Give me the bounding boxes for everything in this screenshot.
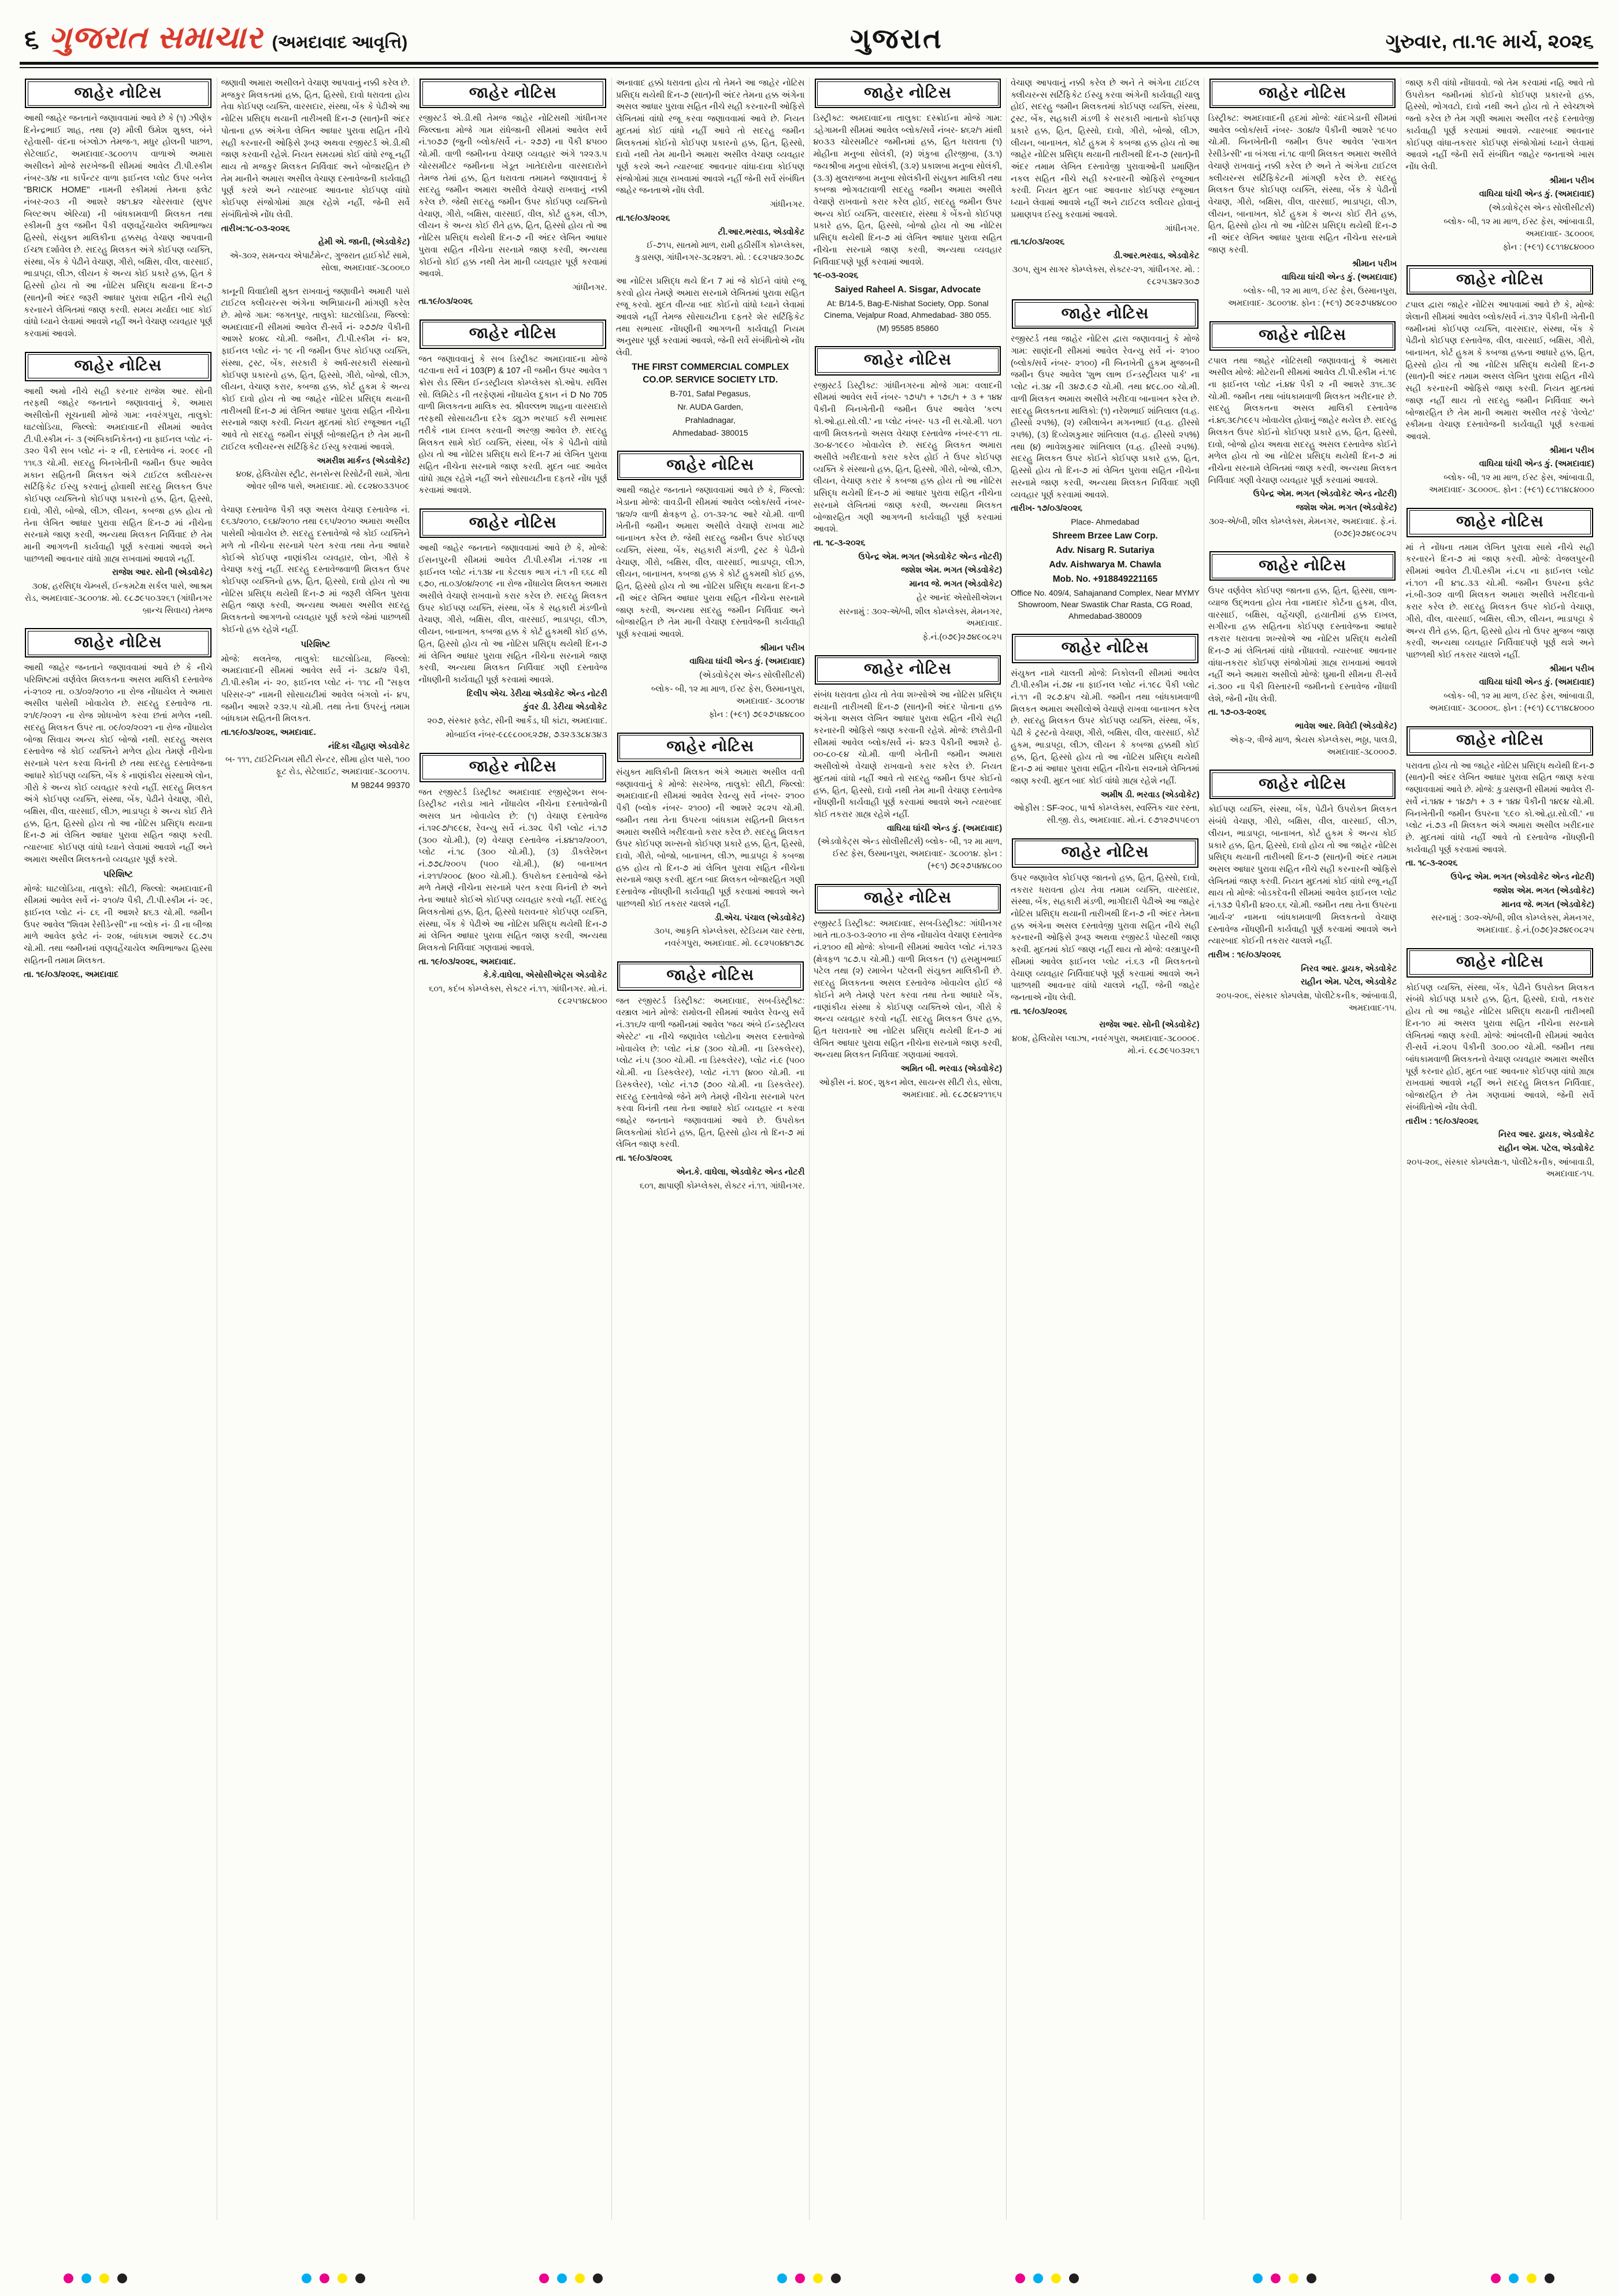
signature-line: ૩૦૫, સુખ સાગર કોમ્પ્લેક્સ, સેક્ટર-૨૧, ગાંધીનગર. મો. : ૯૮૨૫૩૪૨૩૦૭ — [1012, 265, 1200, 287]
registration-dot-magenta — [539, 2273, 549, 2283]
public-notice — [24, 352, 213, 617]
public-notice — [24, 79, 213, 340]
signatory-name: કે.કે.વાઘેલા, એસોસીએટ્સ એડવોકેટ — [483, 971, 607, 980]
notice-paragraph: આથી જાહેર જનતાને જણાવવામાં આવે છે કે નીચે પરિશિષ્ટમાં વર્ણવેલ મિલકતના અસલ માલિકી દસ્તાવેજ નં-૨૧૦૨ તા. ૦૩/૦૨/૨૦૧૦ ના રોજ નોંધાયેલ તે અમારા અસીલ પાસેથી ખોવાયેલ છે. સદરહુ દસ્તાવેજ તા. ૨૧/૯/૨૦૨૧ ના રોજ શોધખોળ કરવા છતાં મળેલ નથી. સદરહુ મિલકત ઉપર તા. ૦૯/૦૨/૨૦૨૧ ના રોજ નોંધાયેલ બોજા સિવાય અન્ય કોઈ બોજો નથી. સદરહુ અસલ દસ્તાવેજ જે કોઈ વ્યક્તિને મળેલ હોય તેમણે નીચેના સરનામે પરત કરવા વિનંતી છે તથા સદરહુ દસ્તાવેજના આધારે કોઈપણ વ્યક્તિ, બેંક કે નાણાંકીય સંસ્થાએ લોન, ગીરો કે અન્ય કોઈ વ્યવહાર કરવો નહીં. સદરહુ મિલકત અંગે કોઈપણ વ્યક્તિ, સંસ્થા, બેંક, પેઢીને વેચાણ, ગીરો, બક્ષિસ, વીલ, વારસાઈ, લીઝ, ભાડાપટ્ટા કે અન્ય કોઈ રીતે હક્ક, હિત, હિસ્સો હોય તો આ નોટિસ પ્રસિદ્ધ થયાના દિન-૭ માં લેખિત આધાર પુરાવા સહિત જાણ કરવી. ત્યારબાદ કોઈપણ વાંધો ધ્યાને લેવામાં આવશે નહીં અને અમારા અસીલ મિલકતનો વ્યવહાર પૂર્ણ કરશે. — [24, 663, 213, 864]
signature-line: ૪૦૪, હેલિયોસ સ્ટ્રીટ, સનસેન્સ રિસોર્ટની સામે, ગોતા ઓવર બ્રીજ પાસે, અમદાવાદ. મો. ૯૮૨૪૦૩૩૫૦૯ — [236, 470, 410, 491]
signature-line: M 98244 99370 — [351, 781, 410, 790]
notice-paragraph: આથી જાહેર જનતાને જણાવવામાં આવે છે કે, જિલ્લો: ખેડાના મોજે: વાવડીની સીમમાં આવેલ બ્લોક/સર્વે નંબર- ૧૪૨/૨ વાળી ક્ષેત્રફળ હે. ૦૧-૩૨-૧૮ આરે ચો.મી. વાળી ખેતીની જમીન અમારા અસીલે વેચાણે રાખવા માટે બાનાખત કરેલ છે. જેથી સદરહુ જમીન ઉપર કોઈપણ વ્યક્તિ, સંસ્થા, બેંક, સહકારી મંડળી, ટ્રસ્ટ કે પેઢીનો વેચાણ, ગીરો, બક્ષિસ, વીલ, વારસાઈ, ભાડાપટ્ટા, લીઝ, લીયન, બાનાખત, કબજા હક્ક કે કોર્ટ હુકમથી કોઈ હક્ક, હિત, હિસ્સો હોય તો આ નોટિસ પ્રસિદ્ધ થયાના દિન-૭ ની અંદર લેખિત આધાર પુરાવા સહિત નીચેના સરનામે જાણ કરવી, અન્યથા સદરહુ જમીન નિર્વિવાદ અને બોજારહિત છે તેમ માની વેચાણ દસ્તાવેજની કાર્યવાહી પૂર્ણ કરવામાં આવશે. — [615, 486, 805, 639]
notice-paragraph: અનાવાદ હક્કો ધરાવતા હોય તો તેમને આ જાહેર નોટિસ પ્રસિદ્ધ થયેથી દિન-૭ (સાત)ની અંદર તેમના હક્ક અંગેના અસલ આધાર પુરાવા સહિત નીચે સહી કરનારની ઓફિસે લેખિતમાં વાંધો રજૂ કરવા જણાવવામાં આવે છે. નિયત મુદતમાં કોઈ વાંધો નહીં આવે તો સદરહુ જમીન મિલકતમાં કોઈનો કોઈપણ પ્રકારનો હક્ક, હિત, હિસ્સો, દાવો નથી તેમ માનીને અમારા અસીલ વેચાણ વ્યવહાર પૂર્ણ કરશે અને ત્યારબાદ આવનાર વાંધા-દાવા કોઈપણ સંજોગોમાં ગ્રાહ્ય રાખવામાં આવશે નહીં જેની સર્વે સંબંધિત જાહેર જનતાએ નોંધ લેવી. — [615, 79, 805, 196]
notice-title-box — [420, 508, 606, 538]
signatory-name: હેમી એ. જાની, (એડવોકેટ) — [318, 237, 410, 247]
signatory-name: ઉપેન્દ્ર એમ. ભગત (એડવોકેટ એન્ડ નોટરી) — [1253, 489, 1397, 499]
notice-paragraph: વેચાણ દસ્તાવેજ પૈકી ત્રણ અસલ વેચાણ દસ્તાવેજ નં. ૯૬૩/૨૦૧૦, ૯૬૪/૨૦૧૦ તથા ૯૬૫/૨૦૧૦ અમારા અસીલ પાસેથી ખોવાયેલ છે. સદરહુ દસ્તાવેજો જે કોઈ વ્યક્તિને મળે તો નીચેના સરનામે પરત કરવા તથા તેના આધારે કોઈએ કોઈપણ નાણાંકીય વ્યવહાર, લોન, ગીરો કે વેચાણ કરવું નહીં. સદરહુ દસ્તાવેજવાળી મિલકત ઉપર કોઈપણ વ્યક્તિનો હક્ક, હિત, હિસ્સો, દાવો હોય તો આ નોટિસ પ્રસિદ્ધ થયેથી દિન-૭ માં જરૂરી લેખિત પુરાવા સહિત જાણ કરવી, અન્યથા અમારા અસીલ સદરહુ મિલકતનો આગળનો વ્યવહાર પૂર્ણ કરશે જેમાં પાછળથી કોઈનો હક્ક રહેશે નહીં. — [221, 505, 410, 634]
notice-paragraph: આથી જાહેર જનતાને જણાવવામાં આવે છે કે, મોજે: ઈસનપુરની સીમમાં આવેલ ટી.પી.સ્કીમ નં.૧૨૪ ના ફાઈનલ પ્લોટ નં.૧૩૪ ના કેટલાક ભાગ નં.૧ ની ૬૬૮ થી ૬૭૦, તા.૦૩/૦૪/૨૦૧૯ ના રોજ નોંધાયેલ મિલકત અમારા અસીલે વેચાણે રાખવાનો કરાર કરેલ છે. સદરહુ મિલકત ઉપર કોઈપણ વ્યક્તિ, સંસ્થા, બેંક કે સહકારી મંડળીનો વેચાણ, ગીરો, બક્ષિસ, વીલ, વારસાઈ, ભાડાપટ્ટા, લીઝ, લીયન, બાનાખત, કબજા હક્ક કે કોર્ટ હુકમથી કોઈ હક્ક, હિત, હિસ્સો હોય તો આ નોટિસ પ્રસિદ્ધ થયેથી દિન-૭ માં લેખિત આધાર પુરાવા સહિત નીચેના સરનામે જાણ કરવી, અન્યથા મિલકત નિર્વિવાદ ગણી દસ્તાવેજ નોંધણીની કાર્યવાહી પૂર્ણ કરવામાં આવશે. — [418, 544, 607, 685]
signature-line: ઈ-૭૧૫, સાતમો માળ, રામી હઠીસીંગ કોમ્પ્લેક્સ, કુડાસણ, ગાંધીનગર-૩૮૨૪૨૧. મો. : ૯૮૨૫૪૨૩૦૭૮ — [634, 241, 805, 263]
notice-paragraph: સંયુક્ત નામે ચાલતી મોજે: નિકોલની સીમમાં આવેલ ટી.પી.સ્કીમ નં.૭૪ ના ફાઈનલ પ્લોટ નં.૧૯૮ પૈકી પ્લોટ નં.૧૧ ની ૨૮૭.૪૫ ચો.મી. જમીન તથા બાંધકામવાળી મિલકત અમારા અસીલોએ વેચાણે રાખવા બાનાખત કરેલ છે. સદરહુ મિલકત ઉપર કોઈપણ વ્યક્તિ, સંસ્થા, બેંક, પેઢી કે ટ્રસ્ટનો વેચાણ, ગીરો, બક્ષિસ, વીલ, વારસાઈ, કોર્ટ હુકમ, ભાડાપટ્ટા, લીઝ, લીયન કે કબજા હક્કથી કોઈ હક્ક, હિત, હિસ્સો હોય તો આ નોટિસ પ્રસિદ્ધ થયેથી દિન-૭ માં આધાર પુરાવા સહિત નીચેના સ૨નામે લેખિતમાં જાણ કરવી. મુદત બાદ કોઈ વાંધો ગ્રાહ્ય રહેશે નહીં. — [1011, 668, 1200, 786]
notice-title-box — [1209, 770, 1396, 799]
registration-dot-yellow — [1527, 2273, 1537, 2283]
public-notice — [418, 508, 607, 741]
english-line: Place- Ahmedabad — [1071, 517, 1140, 526]
registration-dot-cyan — [557, 2273, 567, 2283]
registration-dot-black — [1069, 2273, 1079, 2283]
notice-paragraph: આથી જાહેર જનતાને જણાવવામાં આવે છે કે (૧) ઝીણેક દિનેન્દ્રભાઈ શાહ, તથા (૨) મૌલી ઉમેશ શુક્લ, બંને રહેવાસી- વંદના બંગ્લોઝ તેમજ-૧, મધુર હોલની પાછળ, સેટેલાઈટ, અમદાવાદ-૩૮૦૦૧૫ વાળાએ અમારા અસીલને મોજે સરખેજની સીમમાં આવેલ ટી.પી.સ્કીમ નંબર-૩/૪ ના કાર્પેન્ટર વાળા ફાઈનલ પ્લોટ ઉપર બનેલ "BRICK HOME" નામની સ્કીમમાં તેમના ફ્લેટ નંબર-૨૦૩ ની આશરે ૨૪૧.૪૨ ચોરસવાર (સુપર બિલ્ટઅપ એરિયા) ની બાંધકામવાળી મિલકત તથા સ્કીમની કુલ જમીન પૈકી વણવહેંચાયેલ અવિભાજ્ય હિસ્સો, સંયુક્ત માલિકીના હક્કસહ વેચાણ આપવાની ઈચ્છા દર્શાવેલ છે. સદરહુ મિલકત અંગે કોઈપણ વ્યક્તિ, સંસ્થા, બેંક કે પેઢીને વેચાણ, ગીરો, બક્ષિસ, વીલ, વારસાઈ, ભાડાપટ્ટા, લીઝ, લીયન કે અન્ય કોઈ પ્રકારે હક્ક, હિત કે હિસ્સો હોય તો આ નોટિસ પ્રસિદ્ધ થયાના દિન-૭ (સાત)ની અંદર જરૂરી આધાર પુરાવા સહિત નીચે સહી કરનારને લેખિતમાં જાણ કરવી. સમય મર્યાદા બાદ કોઈ વાંધો ધ્યાને લેવામાં આવશે નહીં અને વેચાણ વ્યવહાર પૂર્ણ કરવામાં આવશે. — [24, 114, 213, 339]
registration-dot-black — [1307, 2273, 1316, 2283]
edition-label: (અમદાવાદ આવૃત્તિ) — [272, 33, 408, 52]
signatory-name: અમિત બી. ભરવાડ (એડવોકેટ) — [900, 1064, 1003, 1074]
notice-title-box — [420, 79, 606, 108]
english-line: Nr. AUDA Garden, — [677, 402, 743, 411]
signatory-name: કુંવર ડી. ડેરીયા એડવોકેટ — [523, 703, 607, 712]
date-line: તા. ૧૮-૩-૨૦૨૬ — [1405, 859, 1458, 868]
signature-line: ફે.નં.(૦૭૯)૨૭૪૯૦૮૨૫ — [922, 633, 1003, 642]
signature-line: (એડવોકેટ્સ એન્ડ સોલીસીટર્સ) — [699, 671, 805, 681]
registration-group — [539, 2273, 603, 2283]
signature-line: (એડવોકેટ્સ એન્ડ સોલીસીટર્સ) બ્લોક- બી, ૧૨ મા માળ, ઈસ્ટ ફેસ, ઉસ્માનપુરા, અમદાવાદ- ૩૮૦૦૧૪. ફોન : (+૯૧) ૭૯૨૭૫૪૪૮૦૦ — [818, 837, 1003, 871]
date-line: તા. ૧૯/૦૩/૨૦૨૬ — [1011, 1006, 1067, 1016]
page-number: ૬ — [24, 24, 39, 54]
signature-line: ગાંધીનગર. — [1164, 224, 1200, 233]
signature-line: હેર આનંદ એસોસીએશન — [916, 593, 1003, 603]
signatory-name: શ્રીમાન પરીખ — [1549, 176, 1594, 185]
notice-continuation — [1011, 77, 1200, 288]
signature-line: ફોન : (+૯૧) ૯૮૧૧૪૮૪૦૦૦ — [1502, 243, 1594, 252]
public-notice — [1405, 508, 1594, 715]
english-line: Prahladnagar, — [685, 415, 736, 425]
columns — [20, 77, 1598, 2220]
notice-paragraph: સંબંધ ધરાવતા હોય તો તેવા શખ્સોએ આ નોટિસ પ્રસિદ્ધ થયાની તારીખથી દિન-૭ (સાત)ની અંદર પોતાના હક્ક અંગેના અસલ લેખિત આધાર પુરાવા સહિત નીચે સહી કરનારની ઓફિસે જાણ કરવાની રહેશે. મોજે: છારોડીની સીમમાં આવેલ બ્લોક/સર્વે નં- ૪૨૩ પૈકીની આશરે હે. ૦૦-૮૦-૯૪ ચો.મી. વાળી ખેતીની જમીન અમારા અસીલોએ વેચાણે રાખવાનો કરાર કરેલ છે. નિયત મુદતમાં વાંધો નહીં આવે તો સદરહુ જમીન ઉપર કોઈનો હક્ક, હિત, હિસ્સો, દાવો નથી તેમ માની વેચાણ દસ્તાવેજ નોંધણીની કાર્યવાહી પૂર્ણ કરવામાં આવશે અને ત્યારબાદ કોઈ તકરાર ગ્રાહ્ય રહેશે નહીં. — [813, 690, 1003, 819]
notice-title: જાહેર નોટિસ — [1015, 841, 1196, 865]
registration-dot-cyan — [1509, 2273, 1519, 2283]
signature-line: સરનામું : ૩૦૨-એ/બી, શીલ કોમ્પ્લેક્સ, મેમનગર, અમદાવાદ. — [838, 607, 1003, 629]
registration-dot-black — [1545, 2273, 1554, 2283]
signature-line: ૩૦૨-એ/બી, શીલ કોમ્પ્લેક્સ, મેમનગર, અમદાવાદ. ફે.નં.(૦૭૯)૨૭૪૯૦૮૨૫ — [1208, 517, 1397, 538]
registration-dot-magenta — [1271, 2273, 1281, 2283]
public-notice — [814, 346, 1003, 644]
notice-title-box — [25, 79, 211, 108]
newspaper-masthead: ગુજરાત સમાચાર — [48, 20, 263, 55]
notice-paragraph: સંયુક્ત માલિકીની મિલકત અંગે અમારા અસીલ વતી જણાવવાનું કે મોજે: સરખેજ, તાલુકો: સીટી, જિલ્લો: અમદાવાદની સીમમાં આવેલ રેવન્યુ સર્વે નંબર- ૨૧૦૦ પૈકી (બ્લોક નંબર- ૨૧૦૦) ની આશરે ૨૮૨૫ ચો.મી. જમીન તથા તેના ઉપરના બાંધકામ સહિતની મિલકત અમારા અસીલે ખરીદવાનો કરાર કરેલ છે. સદરહુ મિલકત ઉપર કોઈપણ શખ્સનો કોઈપણ પ્રકારે હક્ક, હિત, હિસ્સો, દાવો, ગીરો, બોજો, બાનાખત, લીઝ, ભાડાપટ્ટા કે કબજા હક્ક હોય તો દિન-૭ માં લેખિત પુરાવા સહિત નીચેના સરનામે જાણ કરવી. મુદત બાદ મિલકત બોજારહિત ગણી દસ્તાવેજ નોંધણીની કાર્યવાહી પૂર્ણ કરવામાં આવશે અને પાછળથી કોઈ તકરાર ચાલશે નહીં. — [615, 767, 805, 909]
signatory-name: ઉપેન્દ્ર એમ. ભગત (એડવોકેટ એન્ડ નોટરી) — [1450, 872, 1594, 882]
notice-paragraph: ટપાલ દ્વારા જાહેર નોટિસ આપવામાં આવે છે કે, મોજે: શેલાની સીમમાં આવેલ બ્લોક/સર્વે નં.૩૧૨ પૈકીની ખેતીની જમીનમાં કોઈપણ વ્યક્તિ, વારસદાર, સંસ્થા, બેંક કે પેઢીનો કોઈપણ દસ્તાવેજ, વીલ, વારસાઈ, બક્ષિસ, ગીરો, બાનાખત, કોર્ટ હુકમ કે કબજા હક્કના આધારે હક્ક, હિત, હિસ્સો હોય તો આ નોટિસ પ્રસિદ્ધ થયેથી દિન-૭ (સાત)ની અંદર તમામ અસલ લેખિત પુરાવા સહિત નીચે સહી કરનારની ઓફિસે જાણ કરવી. નિયત મુદતમાં જાણ નહીં થાય તો સદરહુ જમીન નિર્વિવાદ અને બોજારહિત છે તેમ માની અમારા અસીલ તરફે 'વેલ્વેટ' સ્કીમના વેચાણ દસ્તાવેજની કાર્યવાહી પૂર્ણ કરવામાં આવશે. — [1405, 300, 1594, 441]
signature-line: ૨૦૫-૨૦૬, સંસ્કાર કોમ્પલેક્ષ, પોલીટેકનીક, આંબાવાડી, અમદાવાદ-૧૫. — [1216, 991, 1397, 1013]
signatory-name: વાઘિયા ઘાંચી એન્ડ કું. (અમદાવાદ) — [1282, 273, 1397, 283]
english-line: Office No. 409/4, Sahajanand Complex, Near MYMY Showroom, Near Swastik Char Rasta, CG Road, Ahmedabad-380009 — [1011, 588, 1200, 621]
signature-line: બ્લોક- બી, ૧૨ મા માળ, ઈસ્ટ ફેસ, ઉસ્માનપુરા, અમદાવાદ- ૩૮૦૦૧૪ — [651, 684, 805, 706]
registration-dot-cyan — [302, 2273, 311, 2283]
notice-paragraph: આથી અમો નીચે સહી કરનાર રાજેશ આર. સોની તરફથી જાહેર જનતાને જણાવવાનું કે, અમારા અસીલોની સૂચનાથી મોજે ગામ: નવરંગપુરા, તાલુકો: ઘાટલોડિયા, જિલ્લો: અમદાવાદની સીમમાં આવેલ ટી.પી.સ્કીમ નં- ૩ (અંબિકાનિકેતન) ના ફાઈનલ પ્લોટ નં- ૩૨૦ પૈકી સબ પ્લોટ નં- ૨ ની, દસ્તાવેજ નં. ૨૦૯૯ ની ૧૧૬૩ ચો.મી. સદરહુ બિનખેતીની જમીન ઉપર આવેલ મકાન સહિતની મિલકત અંગે ટાઈટલ ક્લીયરન્સ સર્ટિફિકેટ ઈસ્યુ કરવાનું હોવાથી સદરહુ મિલકત ઉપર કોઈપણ વ્યક્તિનો કોઈપણ પ્રકારનો હક્ક, હિત, હિસ્સો, દાવો, ગીરો, બોજો, લીઝ, લીયન, કબજા હક્ક હોય તો તેના લેખિત આધાર પુરાવા સહિત દિન-૭ માં નીચેના સરનામે જાણ કરવી, અન્યથા મિલકત નિર્વિવાદ છે તેમ માની આગળની કાર્યવાહી પૂર્ણ કરવામાં આવશે અને પાછળથી આવનાર વાંધો ગ્રાહ્ય રાખવામાં આવશે નહીં. — [24, 387, 213, 564]
registration-dot-magenta — [795, 2273, 805, 2283]
notice-subheading: પરિશિષ્ટ — [103, 869, 133, 879]
notice-title: જાહેર નોટિસ — [1409, 268, 1591, 292]
notice-title: જાહેર નોટિસ — [422, 322, 604, 346]
column-4 — [611, 77, 809, 2220]
signature-line: ૪૦૪, હેલિયોસ પ્લાઝા, નવરંગપુરા, અમદાવાદ-૩૮૦૦૦૯. મો.નં. ૯૮૭૯૫૦૩૨૬૧ — [1012, 1034, 1200, 1056]
signatory-name: અમરીશ માર્કન્ડ (એડવોકેટ) — [317, 456, 410, 466]
signatory-name: ભાવેશ આર. ત્રિવેદી (એડવોકેટ) — [1295, 722, 1397, 731]
date-line: તા. ૧૯/૦૩/૨૦૨૬, અમદાવાદ — [24, 969, 119, 979]
notice-paragraph: જત રજીસ્ટર્ડ ડિસ્ટ્રીક્ટ અમદાવાદ રજીસ્ટ્રેશન સબ-ડિસ્ટ્રીક્ટ નરોડા ખાતે નોંધાયેલ નીચેના દસ્તાવેજોની અસલ પ્રત ખોવાયેલ છે: (૧) વેચાણ દસ્તાવેજ નં.૧૨૯૭/૧૯૯૪, રેવન્યુ સર્વે નં.૩૨૮ પૈકી પ્લોટ નં.૧૭ (૩૦૦ ચો.મી.), (૨) વેચાણ દસ્તાવેજ નં.૪૪૧૨/૨૦૦૧, પ્લોટ નં.૧૮ (૩૦૦ ચો.મી.), (૩) ડીકલેરેશન નં.૭૭૮/૨૦૦૫ (૫૦૦ ચો.મી.), (૪) બાનાખત નં.૨૧૧/૨૦૦૮ (૪૦૦ ચો.મી.). ઉપરોક્ત દસ્તાવેજો જેને મળે તેમણે નીચેના સરનામે પરત કરવા વિનંતી છે અને તેના આધારે કોઈએ કોઈપણ વ્યવહાર કરવો નહીં. સદરહુ મિલકતોમાં હક્ક, હિત, હિસ્સો ધરાવનાર કોઈપણ વ્યક્તિ, સંસ્થા, બેંક કે પેઢીએ આ નોટિસ પ્રસિદ્ધ થયેથી દિન-૭ માં લેખિત આધાર પુરાવા સહિત જાણ કરવી, અન્યથા મિલકતો નિર્વિવાદ ગણવામાં આવશે. — [418, 787, 607, 953]
public-notice — [616, 733, 805, 950]
signatory-name: ડી.એચ. પંચાલ (એડવોકેટ) — [714, 913, 805, 923]
signatory-name: માનવ જે. ભગત (એડવોકેટ) — [909, 579, 1003, 589]
notice-title-box — [1012, 634, 1198, 663]
registration-dot-yellow — [1289, 2273, 1298, 2283]
signature-line: ઓફીસ : SF-૨૦૮, પાર્શ્વ કોમ્પ્લેક્સ, સ્વસ્તિક ચાર રસ્તા, સી.જી. રોડ, અમદાવાદ. મો.નં. ૯૭૧૨૭૫૫૯૦૧ — [1014, 804, 1200, 826]
date-line: ૧૯-૦૩-૨૦૨૬ — [813, 271, 859, 281]
signatory-name: વાઘિયા ઘાંચી એન્ડ કું. (અમદાવાદ) — [1479, 459, 1594, 469]
registration-group — [1015, 2273, 1079, 2283]
public-notice — [1405, 265, 1594, 496]
notice-paragraph: જત જણાવવાનું કે સબ ડિસ્ટ્રીક્ટ અમદાવાદના મોજે વટવાના સર્વે નં 103(P) & 107 ની જમીન ઉપર આવેલ ૧ ક્રોસ રોડ સ્થિત ઈન્ડસ્ટ્રીયલ કોમ્પ્લેક્સ કો.ઓપ. સર્વિસ સો. લિમિટેડ ની તરફેણમાં નોંધાયેલ દુકાન નં D No 705 વાળી મિલકતના માલિક સ્વ. શ્રીવલ્લભ શાહના વારસદારો તરફથી સોસાયટીના દરેક ડ્યુઝ ભરપાઈ કરી સભાસદ તરીકે નામ દાખલ કરવાની અરજી આવેલ છે. સદરહુ મિલકત સામે કોઈ વ્યક્તિ, સંસ્થા, બેંક કે પેઢીનો વાંધો હોય તો આ નોટિસ પ્રસિદ્ધ થયે દિન-7 માં લેખિત પુરાવા સહિત નીચેના સરનામે જાણ કરવી. મુદત બાદ આવેલ વાંધો ગ્રાહ્ય રહેશે નહીં અને સોસાયટીના દફતરે નોંધ પૂર્ણ કરવામાં આવશે. — [418, 354, 607, 496]
column-1 — [20, 77, 217, 2220]
notice-title-box — [420, 319, 606, 349]
signatory-name: દિલીપ એચ. ડેરીયા એડવોકેટ એન્ડ નોટરી — [466, 689, 607, 699]
signature-line: એ-૩૦૨, સમન્વય એપાર્ટમેન્ટ, ગુજરાત હાઈકોર્ટ સામે, સોલા, અમદાવાદ-૩૮૦૦૬૦ — [229, 251, 410, 273]
notice-paragraph: રજીસ્ટર્ડ એ.ડી.થી તેમજ જાહેર નોટિસથી ગાંધીનગર જિલ્લાના મોજે ગામ રાંધેજાની સીમમાં આવેલ સર્વે નં.૧૦૭૭ (જુની બ્લોક/સર્વે નં.- ૨૭૭) ના પૈકી ૪૫૦૦ ચો.મી. વાળી જમીનના વેચાણ વ્યવહાર અંગે ૧૨૨૩.૫ ચોરસમીટર જમીનના ખેડૂત ખાતેદારોના વારસદારોને તેમજ તેમાં હક્ક, હિત ધરાવતા તમામને જણાવવાનું કે સદરહુ જમીન અમારા અસીલે વેચાણે રાખવાનું નક્કી કરેલ છે. જેથી સદરહુ જમીન ઉપર કોઈપણ વ્યક્તિનો વેચાણ, ગીરો, બક્ષિસ, વારસાઈ, વીલ, કોર્ટ હુકમ, લીઝ, લીયન કે અન્ય કોઈ રીતે હક્ક, હિત, હિસ્સો હોય તો આ નોટિસ પ્રસિદ્ધ થયેથી દિન-૭ ની અંદર લેખિત આધાર પુરાવા સહિત નીચેના સરનામે જાણ કરવી, અન્યથા કોઈનો કોઈ હક્ક નથી તેમ માની વ્યવહાર પૂર્ણ કરવામાં આવશે. — [418, 114, 607, 279]
registration-dot-black — [593, 2273, 603, 2283]
notice-paragraph: રજીસ્ટર્ડ તથા જાહેર નોટિસ દ્વારા જણાવવાનું કે મોજે ગામ: સાણંદની સીમમાં આવેલ રેવન્યુ સર્વે નં- ૨૧૦૦ (બ્લોક/સર્વે નંબર- ૨૧૦૦) ની બિનખેતી હુકમ મુજબની જમીન ઉપર આવેલ 'શુભ લાભ ઈન્ડસ્ટ્રીયલ પાર્ક' ના પ્લોટ નં.૩૪ ની ૩૪૭.૯૭ ચો.મી. તથા ૪૯૮.૦૦ ચો.મી. વાળી મિલકત અમારા અસીલે ખરીદવા બાનાખત કરેલ છે. સદરહુ મિલકતના માલિકો: (૧) નરેશભાઈ શાંતિલાલ (વ.હ. હીસ્સો ૨૫%), (૨) રમીલાબેન મગનભાઈ (વ.હ. હીસ્સો ૨૫%), (૩) દિવ્યેશકુમાર શાંતિલાલ (વ.હ. હીસ્સો ૨૫%) તથા (૪) ભાવેશકુમાર શાંતિલાલ (વ.હ. હીસ્સો ૨૫%). સદરહુ મિલકત ઉપર કોઈને કોઈપણ પ્રકારે હક્ક, હિત, હિસ્સો હોય તો દિન-૭ માં લેખિત પુરાવા સહિત નીચેના સરનામે જાણ કરવી, અન્યથા મિલકત નિર્વિવાદ ગણી વ્યવહાર પૂર્ણ કરવામાં આવશે. — [1011, 335, 1200, 500]
public-notice — [1208, 770, 1397, 1014]
notice-title-box — [1209, 551, 1396, 581]
notice-paragraph: જત રજીસ્ટર્ડ ડિસ્ટ્રીક્ટ: અમદાવાદ, સબ-ડિસ્ટ્રીક્ટ: વસ્ત્રાલ ખાતે મોજે: રામોલની સીમમાં આવેલ રેવન્યુ સર્વે નં.૩૧૬/૨ વાળી જમીનમાં આવેલ 'જય અંબે ઈન્ડસ્ટ્રીયલ એસ્ટેટ' ના નીચે જણાવેલ પ્લોટોના અસલ દસ્તાવેજો ખોવાયેલ છે: પ્લોટ નં.૪ (૩૦૦ ચો.મી. ના ડિસ્કલેરર), પ્લોટ નં.૫ (૩૦૦ ચો.મી. ના ડિસ્કલેરર), પ્લોટ નં.૯ (૫૦૦ ચો.મી. ના ડિસ્કલેરર), પ્લોટ નં.૧૧ (૪૦૦ ચો.મી. ના ડિસ્કલેરર), પ્લોટ નં.૧૭ (૭૦૦ ચો.મી. ના ડિસ્કલેરર). સદરહુ દસ્તાવેજો જેને મળે તેમણે નીચેના સરનામે પરત કરવા વિનંતી તથા તેના આધારે કોઈ વ્યવહાર ન કરવા જાહેર જનતાને જણાવવામાં આવે છે. ઉપરોક્ત મિલકતોમાં કોઈને હક્ક, હિત, હિસ્સો હોય તો દિન-૭ માં લેખિત જાણ કરવી. — [615, 996, 805, 1150]
signatory-name: ટી.આર.ભરવાડ, એડવોકેટ — [718, 227, 805, 237]
notice-title-box — [815, 346, 1001, 376]
registration-group — [64, 2273, 127, 2283]
public-notice — [814, 79, 1003, 335]
notice-continuation — [221, 504, 410, 792]
notice-title-box — [1407, 508, 1593, 537]
registration-group — [1253, 2273, 1316, 2283]
notice-title-box — [815, 655, 1001, 685]
public-notice — [24, 628, 213, 980]
column-7 — [1204, 77, 1401, 2220]
notice-title-box — [1407, 726, 1593, 756]
notice-title: જાહેર નોટિસ — [619, 735, 801, 759]
signatory-name: જશેશ એમ. ભગત (એડવોકેટ) — [1296, 503, 1397, 513]
date-line: તા. ૧૭-૦૩-૨૦૨૬ — [1208, 708, 1267, 718]
notice-paragraph: આ નોટિસ પ્રસિદ્ધ થયે દિન 7 માં જે કોઈને વાંધો રજૂ કરવો હોય તેમણે અમારા સરનામે લેખિતમાં પુરાવા સહિત રજૂ કરવો. મુદત વીત્યા બાદ કોઈનો વાંધો ધ્યાને લેવામાં આવશે નહીં તેમજ સોસાયટીના દફતરે શેર સર્ટિફિકેટ તથા સભાસદ નોંધણીની આગળની કાર્યવાહી નિયમ અનુસાર પૂર્ણ કરવામાં આવશે, જેની સર્વે સંબંધિતોએ નોંધ લેવી. — [615, 276, 805, 358]
notice-continuation — [1405, 77, 1594, 254]
notice-title: જાહેર નોટિસ — [422, 511, 604, 536]
column-6 — [1006, 77, 1204, 2220]
registration-dot-black — [831, 2273, 841, 2283]
registration-dot-yellow — [1051, 2273, 1061, 2283]
signature-line: ગાંધીનગર. — [572, 283, 607, 293]
public-notice — [1405, 948, 1594, 1181]
registration-dot-cyan — [777, 2273, 787, 2283]
date-line: તા.૧૯/૦૩/૨૦૨૬, અમદાવાદ. — [221, 727, 316, 737]
signatory-name: નિરવ આર. ડ્રાયક, એડવોકેટ — [1301, 964, 1397, 974]
notice-title-box — [1407, 948, 1593, 978]
english-line: At: B/14-5, Bag-E-Nishat Society, Opp. Sonal Cinema, Vejalpur Road, Ahmedabad- 380 055. — [824, 299, 992, 319]
signature-line: ગાંધીનગર. — [770, 200, 805, 210]
notice-continuation — [221, 77, 410, 274]
notice-title: જાહેર નોટિસ — [817, 886, 999, 911]
signature-line: ૨૦૫-૨૦૬, સંસ્કાર કોમ્પલેક્ષ-૧, પોલીટેકનીક, આંબાવાડી, અમદાવાદ-૧૫. — [1407, 1157, 1594, 1179]
notice-paragraph: જાણ કરી વાંધો નોંધાવવો. જો તેમ કરવામાં નહિ આવે તો ઉપરોક્ત જમીનમાં કોઈનો કોઈપણ પ્રકારનો હક્ક, હિસ્સો, ભોગવટો, દાવો નથી અને હોય તો તે સ્વેચ્છાએ જતો કરેલ છે તેમ ગણી અમારા અસીલ તરફે દસ્તાવેજી કાર્યવાહી પૂર્ણ કરવામાં આવશે. ત્યારબાદ આવનાર કોઈપણ વાંધા-તકરાર કોઈપણ સંજોગોમાં ધ્યાને લેવામાં આવશે નહીં જેની સર્વે સંબંધિત જાહેર જનતાએ ખાસ નોંધ લેવી. — [1405, 79, 1594, 172]
signature-line: બ્લોક- બી, ૧૨ મા માળ, ઈસ્ટ ફેસ, આંબાવાડી, અમદાવાદ- ૩૮૦૦૦૬. ફોન : (+૯૧) ૯૮૧૧૪૮૪૦૦૦ — [1428, 692, 1594, 713]
english-line: B-701, Safal Pegasus, — [670, 388, 751, 398]
notice-paragraph: ટપાલ તથા જાહેર નોટિસથી જણાવવાનું કે અમારા અસીલ મોજે: મોટેરાની સીમમાં આવેલ ટી.પી.સ્કીમ નં.૧૯ ના ફાઈનલ પ્લોટ નં.૪૪ પૈકી ૨ ની આશરે ૩૧૬.૩૯ ચો.મી. જમીન તથા બાંધકામવાળી મિલકત ખરીદનાર છે. સદરહુ મિલકતના અસલ માલિકી દસ્તાવેજ નં.૪૬૩૯/૧૯૯૫ ખોવાયેલ હોવાનું જાહેર થયેલ છે. સદરહુ મિલકત ઉપર કોઈનો કોઈપણ પ્રકારે હક્ક, હિત, હિસ્સો, દાવો, બોજો હોય અથવા સદરહુ અસલ દસ્તાવેજ કોઈને મળેલ હોય તો આ નોટિસ પ્રસિદ્ધ થયેથી દિન-૭ માં નીચેના સરનામે લેખિતમાં જાણ કરવી, અન્યથા મિલકત નિર્વિવાદ ગણી વેચાણ વ્યવહાર પૂર્ણ કરવામાં આવશે. — [1208, 356, 1397, 485]
signatory-name: ઉપેન્દ્ર એમ. ભગત (એડવોકેટ એન્ડ નોટરી) — [858, 552, 1003, 562]
notice-paragraph: મોજે: થલતેજ, તાલુકો: ઘાટલોડિયા, જિલ્લો: અમદાવાદની સીમમાં આવેલ સર્વે નં- ૩૮૪/૨ પૈકી, ટી.પી.સ્કીમ નં- ૨૦, ફાઈનલ પ્લોટ નં- ૧૧૮ ની "સફલ પરિસર-૨" નામની સોસાયટીમાં આવેલ બંગલો નં- ૪૫, જમીન આશરે ૨૩૨.૫ ચો.મી. તથા તેના ઉપરનું તમામ બાંધકામ સહિતની મિલકત. — [221, 654, 410, 724]
notice-title-box — [420, 753, 606, 782]
registration-dot-magenta — [320, 2273, 329, 2283]
registration-dot-yellow — [337, 2273, 347, 2283]
signature-line: ઓફીસ નં. ૪૦૯, શુકન મોલ, સાયન્સ સીટી રોડ, સોલા, અમદાવાદ. મો. ૯૮૭૯૪૨૧૧૬૫ — [819, 1078, 1003, 1099]
signature-line: ૩૦૪, હરસિદ્ધ ચેમ્બર્સ, ઈન્કમટેક્ષ સર્કલ પાસે, આશ્રમ રોડ, અમદાવાદ-૩૮૦૦૧૪. મો. ૯૮૭૯૫૦૩૨૬૧ (ગાંધીનગર બ્રાન્ચ સિવાય) તેમજ — [24, 582, 213, 615]
notice-title-box — [1407, 265, 1593, 295]
notice-title: જાહેર નોટિસ — [619, 454, 801, 478]
notice-title-box — [815, 79, 1001, 108]
date-line: તા.૧૯/૦૩/૨૦૨૬ — [418, 296, 473, 306]
date-line: તા. ૧૯/૦૩/૨૦૨૬, અમદાવાદ. — [418, 957, 516, 967]
notice-title: જાહેર નોટિસ — [1212, 772, 1393, 797]
registration-dot-black — [117, 2273, 127, 2283]
signature-line: બ્લોક- બી, ૧૨ મા માળ, ઈસ્ટ ફેસ, આંબાવાડી, અમદાવાદ- ૩૮૦૦૦૬. ફોન : (+૯૧) ૯૮૧૧૪૮૪૦૦૦ — [1428, 473, 1594, 495]
signature-line: (એડવોકેટ્સ એન્ડ સોલીસીટર્સ) — [1489, 203, 1594, 213]
notice-title: જાહેર નોટિસ — [1409, 510, 1591, 534]
notice-paragraph: કોઈપણ વ્યક્તિ, સંસ્થા, બેંક, પેઢીને ઉપરોક્ત મિલકત સંબંધે વેચાણ, ગીરો, બક્ષિસ, વીલ, વારસાઈ, લીઝ, લીયન, ભાડાપટ્ટા, બાનાખત, કોર્ટ હુકમ કે અન્ય કોઈ પ્રકારે હક્ક, હિત, હિસ્સો, દાવો હોય તો આ જાહેર નોટિસ પ્રસિદ્ધ થયાની તારીખથી દિન-૭ (સાત)ની અંદર તમામ અસલ આધાર પુરાવા સહિત નીચે સહી કરનારની ઓફિસે લેખિતમાં જાણ કરવી. નિયત મુદતમાં કોઈ વાંધો રજૂ નહીં થાય તો મોજે: બોડકદેવની સીમમાં આવેલ ફાઈનલ પ્લોટ નં.૧૩૭ પૈકીની ૪૨૦.૬૬ ચો.મી. જમીન તથા તેના ઉપરના 'માર્ય-૨' નામના બાંધકામવાળી મિલકતનો વેચાણ દસ્તાવેજ નોંધણીની કાર્યવાહી પૂર્ણ કરવામાં આવશે અને ત્યારબાદ કોઈની તકરાર ચાલશે નહીં. — [1208, 805, 1397, 946]
page-header — [20, 17, 1598, 62]
notice-paragraph: રજીસ્ટર્ડ ડિસ્ટ્રીક્ટ: ગાંધીનગરના મોજે ગામ: વલાદની સીમમાં આવેલ સર્વે નંબર- ૧૭૫/૧ + ૧૭૬/૧ + ૩ + ૧૪૪ પૈકીની બિનખેતીની જમીન ઉપર આવેલ 'કલ્પ કો.ઓ.હા.સો.લી.' ના પ્લોટ નંબર- ૫૩ ની સ.ચો.મી. ૫૦૧ વાળી મિલકતનો અસલ વેચાણ દસ્તાવેજ નંબર-૯૧૧ તા. ૩૦-૪-૧૯૯૦ ખોવાયેલ છે. સદરહુ મિલકત અમારા અસીલે ખરીદવાનો કરાર કરેલ હોઈ તે ઉપર કોઈપણ વ્યક્તિ કે સંસ્થાનો હક્ક, હિત, હિસ્સો, ગીરો, બોજો, લીઝ, લીયન, વેચાણ કરાર કે કબજા હક્ક હોય તો આ નોટિસ પ્રસિદ્ધ થયેથી દિન-૭ માં આધાર પુરાવા સહિત નીચેના સરનામે લેખિતમાં જાણ કરવી, અન્યથા મિલકત બોજારહિત ગણી આગળની કાર્યવાહી પૂર્ણ કરવામાં આવશે. — [813, 381, 1003, 534]
registration-group — [1491, 2273, 1554, 2283]
date-line: તા. ૧૮-૩-૨૦૨૬ — [813, 538, 866, 548]
date-line: તારીખ:૧૮-૦૩-૨૦૨૬ — [221, 224, 290, 233]
notice-paragraph: ડિસ્ટ્રીક્ટ: અમદાવાદની હદમાં મોજે: ચાંદખેડાની સીમમાં આવેલ બ્લોક/સર્વે નંબર- ૩૦૪/૨ પૈકીની આશરે ૧૯૫૦ ચો.મી. બિનખેતીની જમીન ઉપર આવેલ 'સ્વાગત રેસીડેન્સી' ના બંગલા નં.૧૮ વાળી મિલકત અમારા અસીલે વેચાણે રાખવાનું નક્કી કરેલ છે અને તે અંગેના ટાઈટલ ક્લીયરન્સ સર્ટિફિકેટની માંગણી કરેલ છે. સદરહુ મિલકત ઉપર કોઈપણ વ્યક્તિ, સંસ્થા, બેંક કે પેઢીનો વેચાણ, ગીરો, બક્ષિસ, વીલ, વારસાઈ, ભાડાપટ્ટા, લીઝ, લીયન, બાનાખત, કોર્ટ હુકમ કે અન્ય કોઈ રીતે હક્ક, હિત, હિસ્સો હોય તો આ નોટિસ પ્રસિદ્ધ થયેથી દિન-૭ ની અંદર લેખિત આધાર પુરાવા સહિત નીચેના સરનામે જાણ કરવી. — [1208, 114, 1397, 255]
public-notice — [616, 451, 805, 721]
notice-continuation — [221, 286, 410, 493]
signatory-name: નિરવ આર. ડ્રાયક, એડવોકેટ — [1498, 1130, 1594, 1140]
signature-line: બ્લોક- બી, ૧૨ મા માળ, ઈસ્ટ ફેસ, ઉસ્માનપુરા, અમદાવાદ- ૩૮૦૦૧૪. ફોન : (+૯૧) ૭૯૨૭૫૪૪૮૦૦ — [1227, 287, 1397, 308]
header-rule — [20, 62, 1598, 68]
registration-group — [777, 2273, 841, 2283]
notice-paragraph: જણાવી અમારા અસીલને વેચાણ આપવાનું નક્કી કરેલ છે. મજકુર મિલકતમાં હક્ક, હિત, હિસ્સો, દાવો ધરાવતા હોય તેવા કોઈપણ વ્યક્તિ, વારસદાર, સંસ્થા, બેંક કે પેઢીએ આ નોટિસ પ્રસિદ્ધ થયાની તારીખથી દિન-૭ (સાત)ની અંદર પોતાના હક્ક અંગેના લેખિત આધાર પુરાવા સહિત નીચે સહી કરનારની ઓફિસે રૂબરૂ અથવા રજીસ્ટર્ડ એ.ડી.થી જાણ કરવાની રહેશે. નિયત સમયમાં કોઈ વાંધો રજૂ નહીં થાય તો મજકુર મિલકત નિર્વિવાદ અને બોજારહિત છે તેમ માનીને અમારા અસીલ વેચાણ દસ્તાવેજની કાર્યવાહી પૂર્ણ કરશે અને ત્યારબાદ આવનાર કોઈપણ વાંધો કોઈપણ સંજોગોમાં ગ્રાહ્ય રહેશે નહીં, જેની સર્વે સંબંધિતોએ નોંધ લેવી. — [221, 79, 410, 220]
notice-title-box — [617, 733, 804, 762]
signatory-name: શ્રીમાન પરીખ — [1549, 664, 1594, 674]
notice-title-box — [25, 628, 211, 657]
signatory-name: ડી.આર.ભરવાડ, એડવોકેટ — [1113, 251, 1200, 261]
signatory-name: વાઘિયા ઘાંચી એન્ડ કું. (અમદાવાદ) — [1479, 678, 1594, 688]
signatory-name: વાઘિયા ઘાંચી એન્ડ કું. (અમદાવાદ) — [1479, 190, 1594, 199]
registration-dot-magenta — [1015, 2273, 1025, 2283]
signatory-name: વાઘિયા ઘાંચી એન્ડ કું. (અમદાવાદ) — [886, 823, 1003, 833]
signatory-name: રાજેશ આર. સોની (એડવોકેટ) — [1099, 1020, 1200, 1030]
signatory-name: જશેશ એમ. ભગત (એડવોકેટ) — [1493, 886, 1594, 896]
notice-title: જાહેર નોટિસ — [28, 631, 209, 655]
signature-line: સરનામું : ૩૦૨-એ/બી, શીલ કોમ્પ્લેક્સ, મેમનગર, અમદાવાદ. ફે.નં.(૦૭૯)૨૭૪૯૦૮૨૫ — [1431, 913, 1594, 935]
signatory-name: જશેશ એમ. ભગત (એડવોકેટ) — [901, 566, 1003, 575]
signatory-name: રાહીન એમ. પટેલ, એડવોકેટ — [1498, 1144, 1594, 1154]
signature-line: બ્લોક- બી, ૧૨ મા માળ, ઈસ્ટ ફેસ, આંબાવાડી, અમદાવાદ- ૩૮૦૦૦૬ — [1443, 217, 1594, 239]
notice-title: જાહેર નોટિસ — [1409, 950, 1591, 975]
notice-title: જાહેર નોટિસ — [28, 81, 209, 106]
registration-group — [302, 2273, 365, 2283]
date-line: તારીખ- ૧૭/૦૩/૨૦૨૬ — [1011, 504, 1083, 514]
date-line: તારીખ : ૧૯/૦૩/૨૦૨૬ — [1405, 1116, 1479, 1126]
public-notice — [418, 79, 607, 308]
notice-continuation — [616, 276, 805, 440]
english-bold-line: Adv. Nisarg R. Sutariya — [1056, 545, 1155, 555]
notice-title-box — [815, 884, 1001, 913]
date-line: તારીખ : ૧૯/૦૩/૨૦૨૬ — [1208, 950, 1282, 960]
notice-title-box — [1012, 838, 1198, 868]
signatory-name: એન.કે. વાઘેલા, એડવોકેટ એન્ડ નોટરી — [676, 1167, 805, 1177]
public-notice — [1208, 79, 1397, 310]
english-bold-line: Adv. Aishwarya M. Chawla — [1049, 559, 1161, 570]
registration-dot-yellow — [575, 2273, 585, 2283]
signature-line: ૩૦૫, આકૃતિ કોમ્પ્લેક્સ, સ્ટેડિયમ ચાર રસ્તા, નવરંગપુરા, અમદાવાદ. મો. ૯૮૨૫૦૪૪૧૭૮ — [654, 927, 805, 949]
notice-title: જાહેર નોટિસ — [1015, 302, 1196, 326]
public-notice — [1011, 634, 1200, 827]
column-3 — [414, 77, 611, 2220]
signature-line: બ- ૧૧૧, ટાઈટેનિયમ સીટી સેન્ટર, સીમા હોલ પાસે, ૧૦૦ ફૂટ રોડ, સેટેલાઈટ, અમદાવાદ-૩૮૦૦૧૫. — [225, 755, 410, 777]
english-line: Ahmedabad- 380015 — [672, 428, 748, 438]
notice-paragraph: ડિસ્ટ્રીક્ટ: અમદાવાદના તાલુકા: દસ્ક્રોઈના મોજે ગામ: ડહેગામની સીમમાં આવેલ બ્લોક/સર્વે નંબર- ૪૬૨/૧ માંથી ૪૦૩૩ ચોરસમીટર જમીનમાં હક્ક, હિત ધરાવતા (૧) મોહીના મનુબા સોલંકી, (૨) શંકુબા હીરજીબા, (૩.૧) જયશ્રીબા મનુબા સોલંકી, (૩.૨) પ્રકાશબા મનુબા સોલંકી, (૩.૩) મુલરાજબા મનુબા સોલંકીની સંયુક્ત માલિકી તથા કબજા ભોગવટાવાળી સદરહુ જમીન અમારા અસીલે વેચાણે રાખવાનો કરાર કરેલ હોઈ, સદરહુ જમીન ઉપર અન્ય કોઈ વ્યક્તિ, વારસદાર, સંસ્થા કે બેંકનો કોઈપણ પ્રકારે હક્ક, હિત, હિસ્સો, બોજો હોય તો આ નોટિસ પ્રસિદ્ધ થયેથી દિન-૭ માં લેખિત આધાર પુરાવા સહિત નીચેના સરનામે જાણ કરવી, અન્યથા વ્યવહાર નિર્વિવાદપણે પૂર્ણ કરવામાં આવશે. — [813, 114, 1003, 267]
notice-title: જાહેર નોટિસ — [28, 354, 209, 378]
registration-dot-cyan — [1253, 2273, 1263, 2283]
notice-title: જાહેર નોટિસ — [1212, 324, 1393, 348]
registration-dot-magenta — [64, 2273, 73, 2283]
notice-title: જાહેર નોટિસ — [422, 81, 604, 106]
english-bold-line: Shreem Brzee Law Corp. — [1052, 530, 1158, 541]
public-notice — [1208, 321, 1397, 540]
public-notice — [814, 884, 1003, 1101]
signature-line: મોબાઈલ નંબર-૯૮૯૮૦૦૬૨૭૪, ૭૩૨૩૩૮૪૩૪૩ — [446, 730, 607, 740]
date-line: તા.૧૯/૦૩/૨૦૨૬ — [615, 213, 670, 223]
public-notice — [1011, 838, 1200, 1057]
signature-line: ફોન : (+૯૧) ૭૯૨૭૫૪૪૮૦૦ — [708, 710, 805, 720]
registration-dot-black — [355, 2273, 365, 2283]
public-notice — [1011, 299, 1200, 622]
registration-dot-yellow — [99, 2273, 109, 2283]
notice-title: જાહેર નોટિસ — [422, 755, 604, 779]
signatory-name: વાઘિયા ઘાંચી એન્ડ કું. (અમદાવાદ) — [689, 657, 805, 667]
notice-title-box — [1012, 299, 1198, 329]
registration-dot-cyan — [81, 2273, 91, 2283]
notice-paragraph: મોજે: ઘાટલોડિયા, તાલુકો: સીટી, જિલ્લો: અમદાવાદની સીમમાં આવેલ સર્વે નં- ૨૧૦/૨ પૈકી, ટી.પી.સ્કીમ નં- ૨૯, ફાઈનલ પ્લોટ નં- ૮૬ ની આશરે ૪૬૩ ચો.મી. જમીન ઉપર આવેલ "શિવમ રેસીડેન્સી" ના બ્લોક નં- ડી ના બીજા માળે આવેલ ફ્લેટ નં- ૨૦૪, બાંધકામ આશરે ૯૮.૭૫ ચો.મી. તથા જમીનમાં વણવહેંચાયેલ અવિભાજ્ય હિસ્સા સહિતની તમામ મિલકત. — [24, 884, 213, 965]
notice-paragraph: વેચાણ આપવાનું નક્કી કરેલ છે અને તે અંગેના ટાઈટલ ક્લીયરન્સ સર્ટિફિકેટ ઈસ્યુ કરવા અંગેની કાર્યવાહી ચાલુ હોઈ, સદરહુ જમીન મિલકતમાં કોઈપણ વ્યક્તિ, સંસ્થા, ટ્રસ્ટ, બેંક, સહકારી મંડળી કે સરકારી ખાતાનો કોઈપણ પ્રકારે હક્ક, હિત, હિસ્સો, દાવો, ગીરો, બોજો, લીઝ, લીયન, બાનાખત, કોર્ટ હુકમ કે કબજા હક્ક હોય તો આ જાહેર નોટિસ પ્રસિદ્ધ થયાની તારીખથી દિન-૭ (સાત)ની અંદર તમામ લેખિત દસ્તાવેજી પુરાવાઓની પ્રમાણિત નકલ સહિત નીચે સહી કરનારની ઓફિસે રજૂઆત કરવી. નિયત મુદત બાદ આવનાર કોઈપણ રજૂઆત ધ્યાને લેવામાં આવશે નહીં અને ટાઈટલ ક્લીયર હોવાનું પ્રમાણપત્ર ઈસ્યુ કરવામાં આવશે. — [1011, 79, 1200, 220]
public-notice — [616, 961, 805, 1192]
notice-title: જાહેર નોટિસ — [817, 348, 999, 373]
signatory-name: રાજેશ આર. સોની (એડવોકેટ) — [112, 568, 213, 578]
signatory-name: શ્રીમાન પરીખ — [1549, 445, 1594, 455]
notice-paragraph: ઉપર જણાવેલ કોઈપણ જાતનો હક્ક, હિત, હિસ્સો, દાવો, તકરાર ધરાવતા હોય તેવા તમામ વ્યક્તિ, વારસદાર, સંસ્થા, બેંક, સહકારી મંડળી, ભાગીદારી પેઢીએ આ જાહેર નોટિસ પ્રસિદ્ધ થયાની તારીખથી દિન-૭ ની અંદર તેમના હક્ક અંગેના અસલ દસ્તાવેજી પુરાવા સહિત નીચે સહી કરનારની ઓફિસે રૂબરૂ અથવા રજીસ્ટર્ડ પોસ્ટથી જાણ કરવી. મુદતમાં કોઈ જાણ નહીં થાય તો મોજે: વસ્ત્રાપુરની સીમમાં આવેલ ફાઈનલ પ્લોટ નં.૬૩ ની મિલકતનો વેચાણ વ્યવહાર નિર્વિવાદપણે પૂર્ણ કરવામાં આવશે અને પાછળથી આવનાર વાંધો ચાલશે નહીં, જેની જાહેર જનતાએ નોંધ લેવી. — [1011, 873, 1200, 1003]
section-title: ગુજરાત — [850, 24, 944, 54]
notice-paragraph: કાનૂની વિવાદોથી મુક્ત રાખવાનું જણાવીને અમારી પાસે ટાઈટલ ક્લીયરન્સ અંગેના અભિપ્રાયની માંગણી કરેલ છે. મોજે ગામ: જગતપુર, તાલુકો: ઘાટલોડિયા, જિલ્લો: અમદાવાદની સીમમાં આવેલ રી-સર્વે નં- ૨૭૭/૨ પૈકીની આશરે ૪૦૪૮ ચો.મી. જમીન, ટી.પી.સ્કીમ નં- ૪૨, ફાઈનલ પ્લોટ નં- ૧૯ ની જમીન ઉપર કોઈપણ વ્યક્તિ, સંસ્થા, ટ્રસ્ટ, બેંક, સરકારી કે અર્ધ-સરકારી સંસ્થાનો કોઈપણ પ્રકારનો હક્ક, હિત, હિસ્સો, ગીરો, બોજો, લીઝ, લીયન, વેચાણ કરાર, કબજા હક્ક, કોર્ટ હુકમ કે અન્ય કોઈ દાવો હોય તો આ જાહેર નોટિસ પ્રસિદ્ધ થયાની તારીખથી દિન-૭ માં લેખિત આધાર પુરાવા સહિત નીચેના સરનામે જાણ કરવી. નિયત મુદતમાં કોઈ રજૂઆત નહીં આવે તો સદરહુ જમીન સંપૂર્ણ બોજારહિત છે તેમ માની ટાઈટલ ક્લીયરન્સ સર્ટિફિકેટ ઈસ્યુ કરવામાં આવશે. — [221, 287, 410, 452]
signatory-name: નંદિકા ચૌહાણ એડવોકેટ — [328, 741, 410, 751]
notice-paragraph: રજીસ્ટર્ડ ડિસ્ટ્રીક્ટ: અમદાવાદ, સબ-ડિસ્ટ્રીક્ટ: ગાંધીનગર ખાતે તા.૦૩-૦૩-૨૦૧૦ ના રોજ નોંધાયેલ વેચાણ દસ્તાવેજ નં.૨૧૦૦ થી મોજે: કોબાની સીમમાં આવેલ પ્લોટ નં.૧૨૩ (ક્ષેત્રફળ ૧૮૭.૫ ચો.મી.) વાળી મિલકત (૧) હસમુખભાઈ પટેલ તથા (૨) રમાબેન પટેલની સંયુક્ત માલિકીની છે. સદરહુ મિલકતના અસલ દસ્તાવેજ ખોવાયેલ હોઈ જે કોઈને મળે તેમણે પરત કરવા તથા તેના આધારે બેંક, નાણાંકીય સંસ્થા કે કોઈપણ વ્યક્તિએ લોન, ગીરો કે અન્ય વ્યવહાર કરવો નહીં. સદરહુ મિલકત ઉપર હક્ક, હિત ધરાવનારે આ નોટિસ પ્રસિદ્ધ થયેથી દિન-૭ માં લેખિત આધાર પુરાવા સહિત નીચેના સરનામે જાણ કરવી, અન્યથા મિલકત નિર્વિવાદ ગણવામાં આવશે. — [813, 919, 1003, 1060]
notice-paragraph: પરાવતા હોય તો આ જાહેર નોટિસ પ્રસિદ્ધ થયેથી દિન-૭ (સાત)ની અંદર લેખિત આધાર પુરાવા સહિત જાણ કરવા જણાવવામાં આવે છે. મોજે: કુડાસણની સીમમાં આવેલ રી-સર્વે નં.૧૪૪ + ૧૪૭/૧ + ૩ + ૧૪૪ પૈકીની ૧૪૯૪ ચો.મી. બિનખેતીની જમીન ઉપરના '૬૯૦ કો.ઓ.હા.સો.લી.' ના પ્લોટ નં.૭૩ ની મિલકત અંગે અમારા અસીલ ખરીદનાર છે. મુદતમાં વાંધો નહીં આવે તો દસ્તાવેજ નોંધણીની કાર્યવાહી પૂર્ણ કરવામાં આવશે. — [1405, 761, 1594, 855]
notice-title: જાહેર નોટિસ — [1212, 81, 1393, 106]
signatory-name: અમીષ ડી. ભરવાડ (એડવોકેટ) — [1100, 790, 1200, 800]
signatory-name: માનવ જે. ભગત (એડવોકેટ) — [1501, 900, 1594, 909]
signature-line: ૨૦૭, સંસ્કાર ફ્લેટ, સીની આર્કેડ, ઘી કાંટા, અમદાવાદ. — [427, 716, 607, 726]
registration-marks — [0, 2273, 1618, 2283]
column-2 — [217, 77, 414, 2220]
notice-title: જાહેર નોટિસ — [1015, 636, 1196, 660]
signature-line: ૬૦૧, ક્ષાપાણી કોમ્પ્લેક્સ, સેક્ટર નં.૧૧, ગાંધીનગર. — [639, 1181, 805, 1191]
date-line: તા. ૧૯/૦૩/૨૦૨૬ — [615, 1154, 673, 1164]
notice-paragraph: કોઈપણ વ્યક્તિ, સંસ્થા, બેંક, પેઢીને ઉપરોક્ત મિલકત સંબંધે કોઈપણ પ્રકારે હક્ક, હિત, હિસ્સો, દાવો, તકરાર હોય તો આ જાહેર નોટિસ પ્રસિદ્ધ થયાની તારીખથી દિન-૧૦ માં અસલ પુરાવા સહિત નીચેના સરનામે લેખિતમાં જાણ કરવી. મોજે: આંબલીની સીમમાં આવેલ રી-સર્વે નં.૨૦૫ પૈકીની ૩૦૦.૦૦ ચો.મી. જમીન તથા બાંધકામવાળી મિલકતનો વેચાણ વ્યવહાર અમારા અસીલ પૂર્ણ કરનાર હોઈ, મુદત બાદ આવનાર કોઈપણ વાંધો ગ્રાહ્ય રાખવામાં આવશે નહીં અને સદરહુ મિલકત નિર્વિવાદ, બોજારહિત છે તેમ ગણવામાં આવશે, જેની સર્વે સંબંધિતોએ નોંધ લેવી. — [1405, 983, 1594, 1112]
notice-title: જાહેર નોટિસ — [817, 81, 999, 106]
notice-title-box — [1209, 79, 1396, 108]
signature-line: એફ-૨, ત્રીજે માળ, શ્રેયસ કોમ્પ્લેક્સ, ભઠ્ઠા, પાલડી, અમદાવાદ-૩૮૦૦૦૭. — [1229, 735, 1397, 757]
registration-dot-magenta — [1491, 2273, 1501, 2283]
notice-paragraph: ઉપર વર્ણવેલ કોઈપણ જાતના હક્ક, હિત, હિસ્સા, લાભ-વ્યાજ ઉદ્ભવતા હોય તેવા નામદાર કોર્ટના હુકમ, વીલ, વારસાઈ, બક્ષિસ, વહેંચણી, હયાતીમાં હક્ક દાખલ, સગીરના હક્ક સહિતના કોઈપણ દસ્તાવેજના આધારે તકરાર ધરાવતા શખ્સોએ આ નોટિસ પ્રસિદ્ધ થયેથી દિન-૭ માં લેખિતમાં વાંધો નોંધાવવો. ત્યારબાદ આવનાર વાંધા-તકરાર કોઈપણ સંજોગોમાં ગ્રાહ્ય રાખવામાં આવશે નહીં અને અમારા અસીલો મોજે: ઘુમાની સીમના રી-સર્વે નં.૩૦૦ ના પૈકી વિસ્તારની જમીનનો દસ્તાવેજ નોંધાવી લેશે, જેની નોંધ લેવી. — [1208, 586, 1397, 704]
registration-dot-yellow — [813, 2273, 823, 2283]
public-notice — [418, 753, 607, 1008]
notice-title-box — [617, 961, 804, 991]
signatory-name: શ્રીમાન પરીખ — [1352, 259, 1397, 269]
notice-title: જાહેર નોટિસ — [619, 964, 801, 988]
signatory-name: રાહીન એમ. પટેલ, એડવોકેટ — [1300, 978, 1397, 987]
public-notice — [1208, 551, 1397, 758]
signature-line: ૬૦૧, કદંબ કોમ્પ્લેક્સ, સેક્ટર નં.૧૧, ગાંધીનગર. મો.નં. ૯૮૨૫૧૪૮૪૦૦ — [429, 984, 607, 1006]
date-line: તા.૧૮/૦૩/૨૦૨૬ — [1011, 237, 1065, 247]
notice-title: જાહેર નોટિસ — [1212, 554, 1393, 578]
public-notice — [814, 655, 1003, 872]
notice-title-box — [1209, 321, 1396, 351]
english-line: (M) 95585 85860 — [877, 323, 939, 333]
notice-title: જાહેર નોટિસ — [817, 657, 999, 682]
signatory-name: શ્રીમાન પરીખ — [759, 643, 805, 653]
notice-continuation — [616, 77, 805, 264]
notice-subheading: પરિશિષ્ટ — [300, 639, 331, 649]
public-notice — [1405, 726, 1594, 937]
notice-title-box — [617, 451, 804, 480]
english-bold-line: THE FIRST COMMERCIAL COMPLEX CO.OP. SERVICE SOCIETY LTD. — [632, 362, 789, 385]
column-8 — [1401, 77, 1598, 2220]
notice-title-box — [25, 352, 211, 381]
registration-dot-cyan — [1033, 2273, 1043, 2283]
masthead-group — [24, 20, 407, 56]
public-notice — [418, 319, 607, 497]
issue-date: ગુરુવાર, તા.૧૯ માર્ચ, ૨૦૨૬ — [1385, 31, 1594, 53]
english-bold-line: Mob. No. +918849221165 — [1052, 574, 1158, 584]
notice-title: જાહેર નોટિસ — [1409, 729, 1591, 753]
column-5 — [809, 77, 1007, 2220]
notice-paragraph: માં તે નોંધના તમામ લેખિત પુરાવા સાથે નીચે સહી કરનારને દિન-૭ માં જાણ કરવી. મોજે: વેજલપુરની સીમમાં આવેલ ટી.પી.સ્કીમ નં.૮૫ ના ફાઈનલ પ્લોટ નં.૧૦૧ ની ૪૧૮.૩૩ ચો.મી. જમીન ઉપરના ફ્લેટ નં.બી-૩૦૨ વાળી મિલકત અમારા અસીલે ખરીદવાનો કરાર કરેલ છે. સદરહુ મિલકત ઉપર કોઈનો વેચાણ, ગીરો, વીલ, વારસાઈ, બક્ષિસ, લીઝ, લીયન, ભાડાપટ્ટા કે અન્ય રીતે હક્ક, હિત, હિસ્સો હોય તો ઉપર મુજબ જાણ કરવી, અન્યથા વ્યવહાર નિર્વિવાદપણે પૂર્ણ થશે અને પાછળથી કોઈ તકરાર ચાલશે નહીં. — [1405, 543, 1594, 660]
english-bold-line: Saiyed Raheel A. Sisgar, Advocate — [834, 285, 981, 295]
